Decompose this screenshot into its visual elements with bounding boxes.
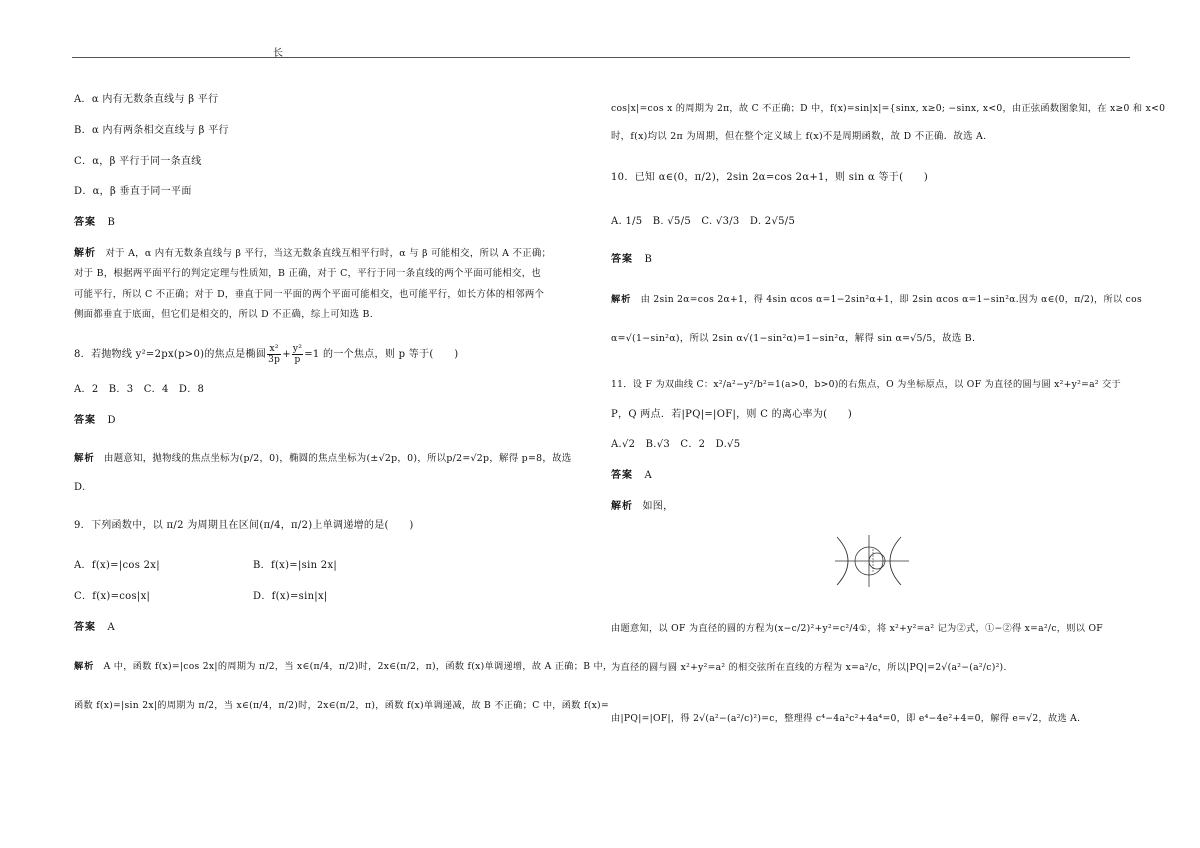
q7-option-a: A．α 内有无数条直线与 β 平行: [74, 94, 219, 105]
q9-continued-line-2: 时，f(x)均以 2π 为周期，但在整个定义域上 f(x)不是周期函数，故 D 不正确．故选 A.: [611, 131, 987, 142]
q9-analysis-line-2: 函数 f(x)=|sin 2x|的周期为 π/2，当 x∈(π/4，π/2)时，2x∈(π/2，π)，函数 f(x)单调递减，故 B 不正确；C 中，函数 f(x)=: [74, 700, 609, 711]
q11-analysis-line-1: 由题意知，以 OF 为直径的圆的方程为(x−c/2)²+y²=c²/4①，将 x²+y²=a² 记为②式，①−②得 x=a²/c，则以 OF: [611, 623, 1103, 634]
q10-analysis-line-2: α=√(1−sin²α)，所以 2sin α√(1−sin²α)=1−sin²α，解得 sin α=√5/5，故选 B.: [611, 333, 976, 344]
q7-analysis-line-4: 侧面都垂直于底面，但它们是相交的，所以 D 不正确，综上可知选 B.: [74, 309, 374, 320]
q7-option-c: C．α，β 平行于同一条直线: [74, 156, 202, 167]
analysis-label: 解析: [74, 248, 96, 259]
q10-analysis-line-1: 解析 由 2sin 2α=cos 2α+1，得 4sin αcos α=1−2sin²α+1，即 2sin αcos α=1−sin²α.因为 α∈(0，π/2)，所以 cos: [611, 294, 1142, 305]
q10-options: A. 1/5 B. √5/5 C. √3/3 D. 2√5/5: [611, 216, 796, 227]
answer-label: 答案: [611, 254, 633, 265]
analysis-label: 解析: [611, 294, 632, 305]
answer-label: 答案: [74, 415, 96, 426]
answer-label: 答案: [611, 470, 633, 481]
q7-analysis-line-2: 对于 B，根据两平面平行的判定定理与性质知，B 正确，对于 C，平行于同一条直线的两个平面可能相交，也: [74, 268, 542, 279]
q9-option-a: A．f(x)=|cos 2x|: [74, 560, 160, 571]
q8-analysis-line-1: 解析 由题意知，抛物线的焦点坐标为(p/2，0)，椭圆的焦点坐标为(±√2p，0)，所以p/2=√2p，解得 p=8，故选: [74, 453, 572, 464]
q7-answer: [74, 216, 115, 230]
header-rule: [72, 57, 1130, 58]
answer-value: A: [644, 470, 653, 481]
q11-analysis-line-3: 由|PQ|=|OF|，得 2√(a²−(a²/c)²)=c，整理得 c⁴−4a²c²+4a⁴=0，即 e⁴−4e²+4=0，解得 e=√2，故选 A.: [611, 713, 1081, 724]
q11-stem-line-2: P，Q 两点．若|PQ|=|OF|，则 C 的离心率为( ): [611, 409, 853, 420]
q7-option-b: B．α 内有两条相交直线与 β 平行: [74, 125, 229, 136]
q8-answer: [74, 414, 116, 428]
q9-continued-line-1: cos|x|=cos x 的周期为 2π，故 C 不正确；D 中，f(x)=sin|x|={sinx, x≥0; −sinx, x<0，由正弦函数图象知，在 x≥0 和 x<0: [611, 103, 1166, 114]
analysis-label: 解析: [74, 453, 95, 464]
answer-value: A: [107, 622, 116, 633]
q9-option-c: C．f(x)=cos|x|: [74, 591, 151, 602]
q10-answer: [611, 253, 652, 267]
q11-answer: [611, 469, 652, 483]
q9-option-b: B．f(x)=|sin 2x|: [253, 560, 338, 571]
answer-label: 答案: [74, 217, 96, 228]
q8-options: A．2 B．3 C．4 D．8: [74, 384, 205, 395]
q9-option-d: D．f(x)=sin|x|: [253, 591, 328, 602]
answer-value: D: [107, 415, 116, 426]
q11-options: A.√2 B.√3 C．2 D.√5: [611, 439, 741, 450]
analysis-label: 解析: [74, 661, 95, 672]
q9-stem: 9．下列函数中，以 π/2 为周期且在区间(π/4，π/2)上单调递增的是( ): [74, 520, 414, 531]
q7-option-d: D．α，β 垂直于同一平面: [74, 186, 192, 197]
q8-stem: 8．若抛物线 y²=2px(p>0)的焦点是椭圆 $\frac{\text{x²}}{3p}$ + $\frac{\text{y²}}{p}$ =1 的一个焦点，则 p 等于( ): [74, 344, 459, 365]
answer-value: B: [107, 217, 116, 228]
q7-analysis-line-3: 可能平行，所以 C 不正确；对于 D，垂直于同一平面的两个平面可能相交，也可能平行，如长方体的相邻两个: [74, 289, 545, 300]
q11-analysis-line-2: 为直径的圆与圆 x²+y²=a² 的相交弦所在直线的方程为 x=a²/c，所以|PQ|=2√(a²−(a²/c)²).: [611, 662, 1007, 673]
q9-answer: [74, 621, 115, 635]
q8-analysis-end: D.: [74, 482, 86, 493]
q9-analysis-line-1: 解析 A 中，函数 f(x)=|cos 2x|的周期为 π/2，当 x∈(π/4，π/2)时，2x∈(π/2，π)，函数 f(x)单调递增，故 A 正确；B 中，: [74, 661, 613, 672]
q11-stem-line-1: 11．设 F 为双曲线 C：x²/a²−y²/b²=1(a>0，b>0)的右焦点，O 为坐标原点，以 OF 为直径的圆与圆 x²+y²=a² 交于: [611, 379, 1122, 390]
answer-label: 答案: [74, 622, 96, 633]
q10-stem: 10．已知 α∈(0，π/2)，2sin 2α=cos 2α+1，则 sin α 等于( ): [611, 172, 929, 183]
hyperbola-circles-figure: [833, 533, 913, 589]
header-text: 长: [273, 48, 283, 59]
q7-analysis-line-1: 解析 对于 A，α 内有无数条直线与 β 平行，当这无数条直线互相平行时，α 与 β 可能相交，所以 A 不正确；: [74, 248, 552, 259]
analysis-label: 解析: [611, 501, 633, 512]
answer-value: B: [644, 254, 653, 265]
q11-analysis-intro: 解析 如图，: [611, 501, 674, 512]
